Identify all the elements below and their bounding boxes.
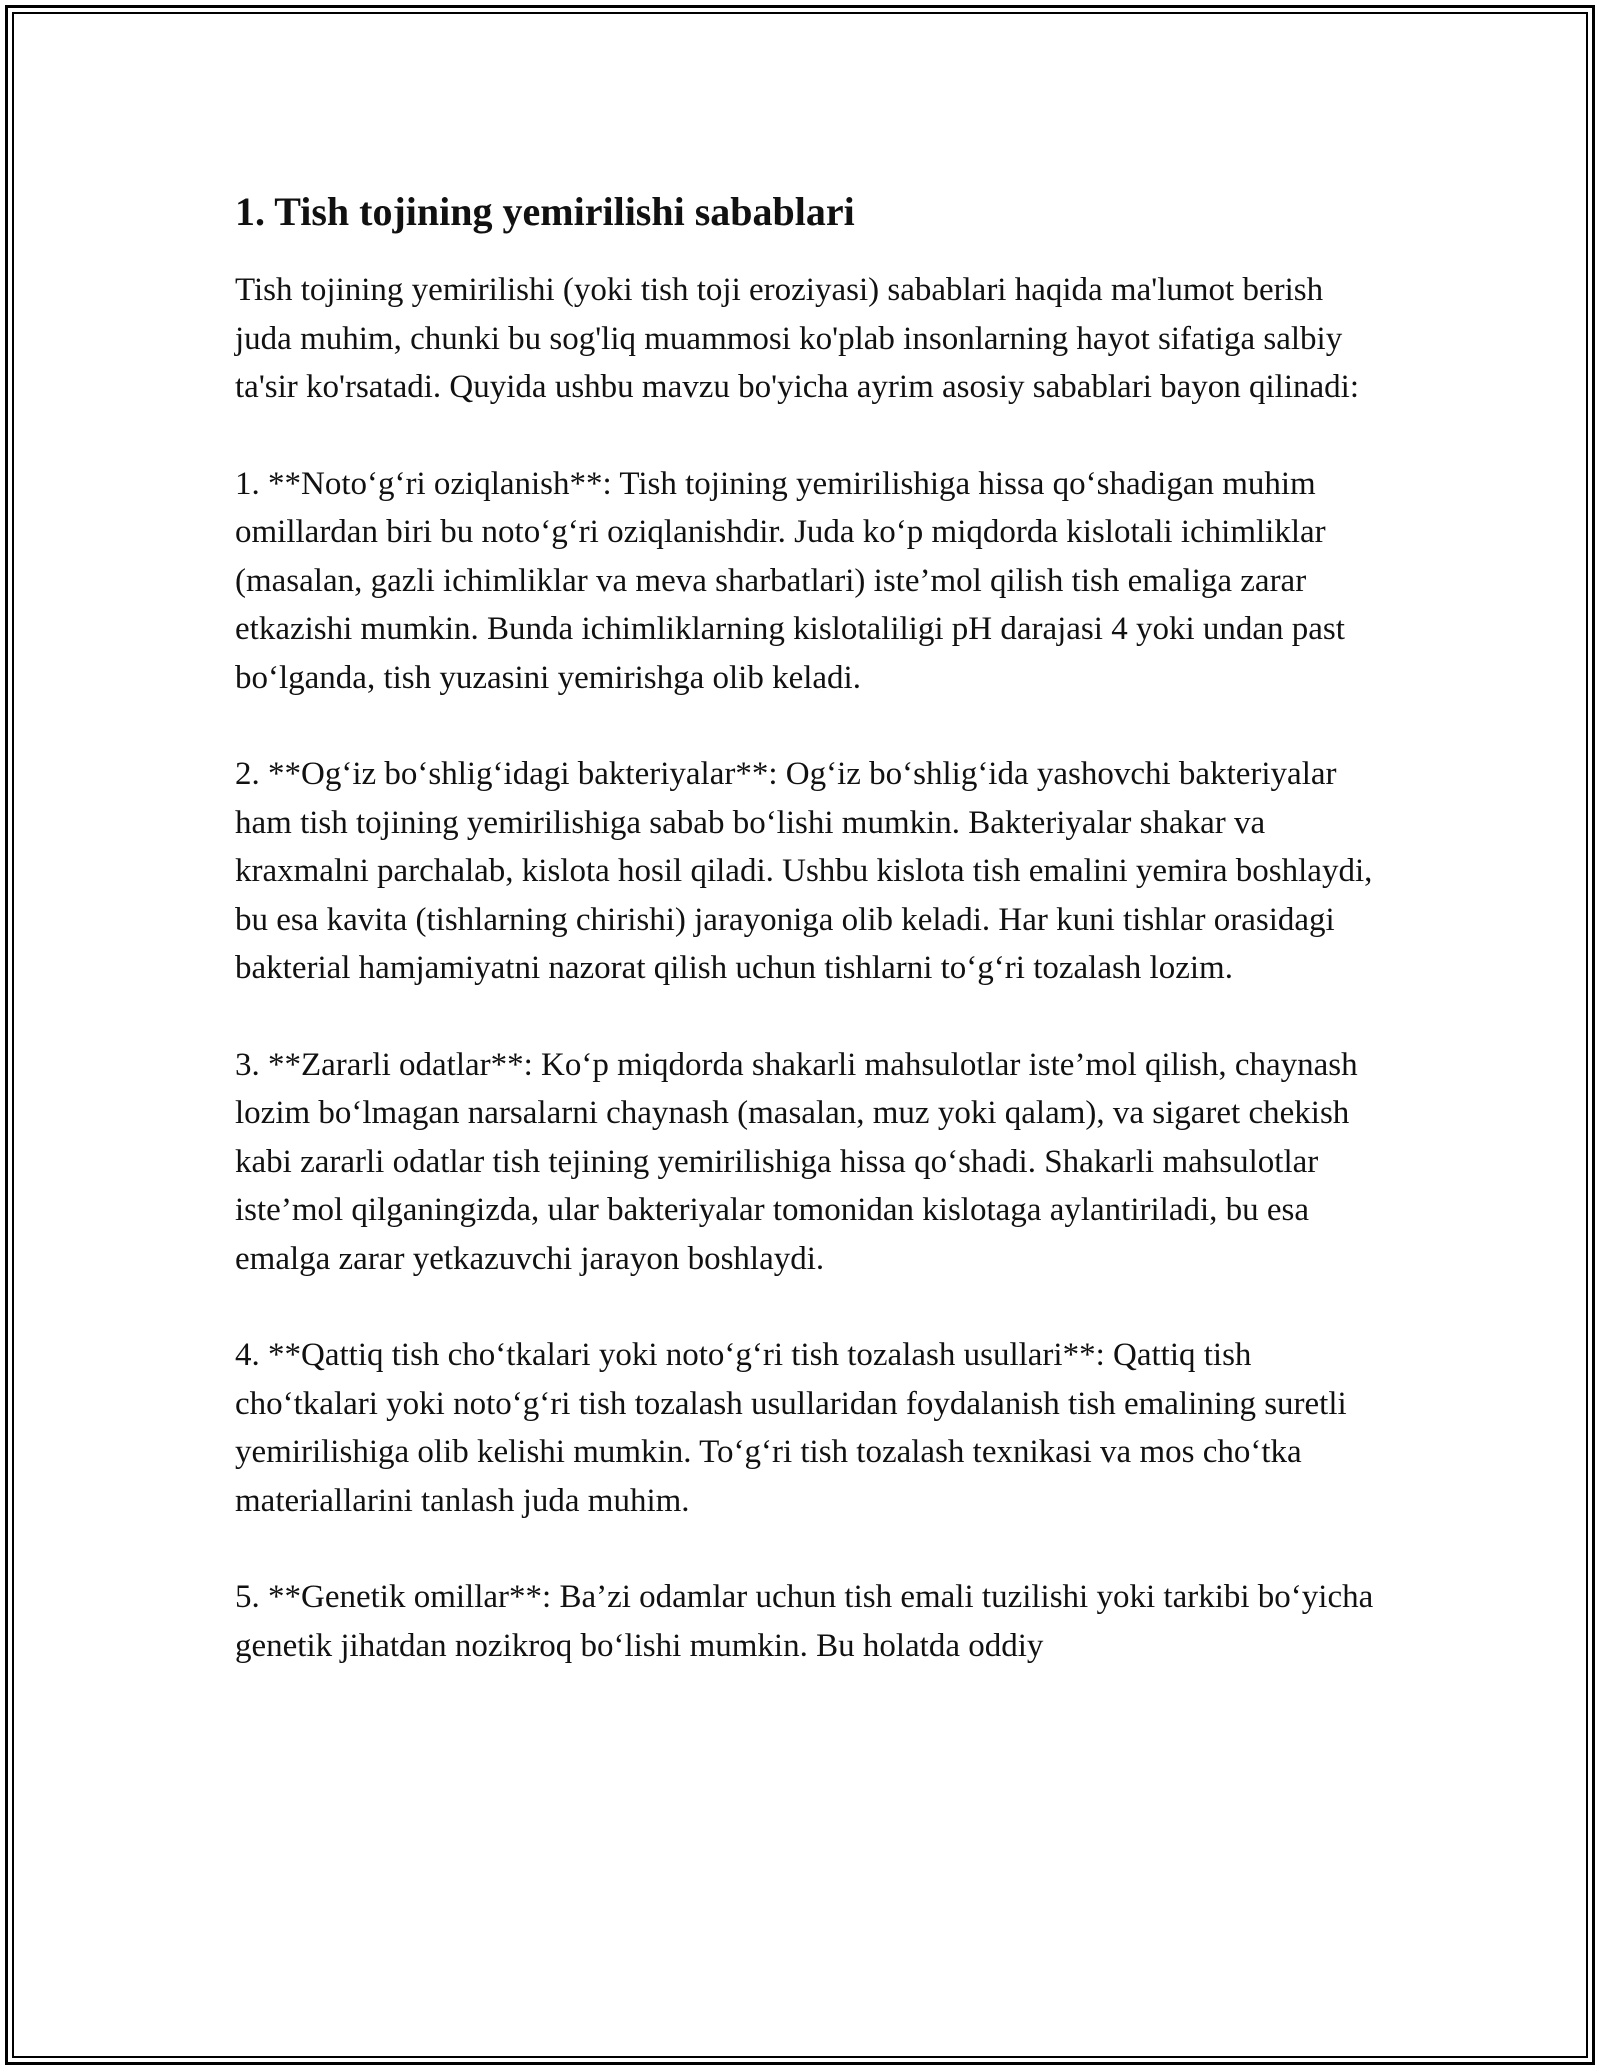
section-heading: 1. Tish tojining yemirilishi sabablari (235, 189, 855, 234)
document-page (235, 186, 1385, 1718)
intro-paragraph: Tish tojining yemirilishi (yoki tish toji eroziyasi) sabablari haqida ma'lumot berish juda muhim, chunki bu sog'liq muammosi ko'plab insonlarning hayot sifatiga salbiy ta'sir ko'rsatadi. Quyida ushbu mavzu bo'yicha ayrim asosiy sabablari bayon qilinadi: (235, 272, 1359, 405)
cause-paragraph-nutrition: 1. **Noto‘g‘ri oziqlanish**: Tish tojining yemirilishiga hissa qo‘shadigan muhim omillardan biri bu noto‘g‘ri oziqlanishdir. Juda ko‘p miqdorda kislotali ichimliklar (masalan, gazli ichimliklar va meva sharbatlari) iste’mol qilish tish emaliga zarar etkazishi mumkin. Bunda ichimliklarning kislotaliligi pH darajasi 4 yoki undan past bo‘lganda, tish yuzasini yemirishga olib keladi. (235, 465, 1345, 696)
cause-paragraph-bacteria: 2. **Og‘iz bo‘shlig‘idagi bakteriyalar**: Og‘iz bo‘shlig‘ida yashovchi bakteriyalar ham tish tojining yemirilishiga sabab bo‘lishi mumkin. Bakteriyalar shakar va kraxmalni parchalab, kislota hosil qiladi. Ushbu kislota tish emalini yemira boshlaydi, bu esa kavita (tishlarning chirishi) jarayoniga olib keladi. Har kuni tishlar orasidagi bakterial hamjamiyatni nazorat qilish uchun tishlarni to‘g‘ri tozalash lozim. (235, 756, 1373, 986)
cause-paragraph-habits: 3. **Zararli odatlar**: Ko‘p miqdorda shakarli mahsulotlar iste’mol qilish, chaynash lozim bo‘lmagan narsalarni chaynash (masalan, muz yoki qalam), va sigaret chekish kabi zararli odatlar tish tejining yemirilishiga hissa qo‘shadi. Shakarli mahsulotlar iste’mol qilganingizda, ular bakteriyalar tomonidan kislotaga aylantiriladi, bu esa emalga zarar yetkazuvchi jarayon boshlaydi. (235, 1046, 1358, 1277)
cause-paragraph-genetics: 5. **Genetik omillar**: Ba’zi odamlar uchun tish emali tuzilishi yoki tarkibi bo‘yicha genetik jihatdan nozikroq bo‘lishi mumkin. Bu holatda oddiy (235, 1579, 1374, 1664)
cause-paragraph-brushing: 4. **Qattiq tish cho‘tkalari yoki noto‘g‘ri tish tozalash usullari**: Qattiq tish cho‘tkalari yoki noto‘g‘ri tish tozalash usullaridan foydalanish tish emalining suretli yemirilishiga olib kelishi mumkin. To‘g‘ri tish tozalash texnikasi va mos cho‘tka materiallarini tanlash juda muhim. (235, 1337, 1347, 1519)
